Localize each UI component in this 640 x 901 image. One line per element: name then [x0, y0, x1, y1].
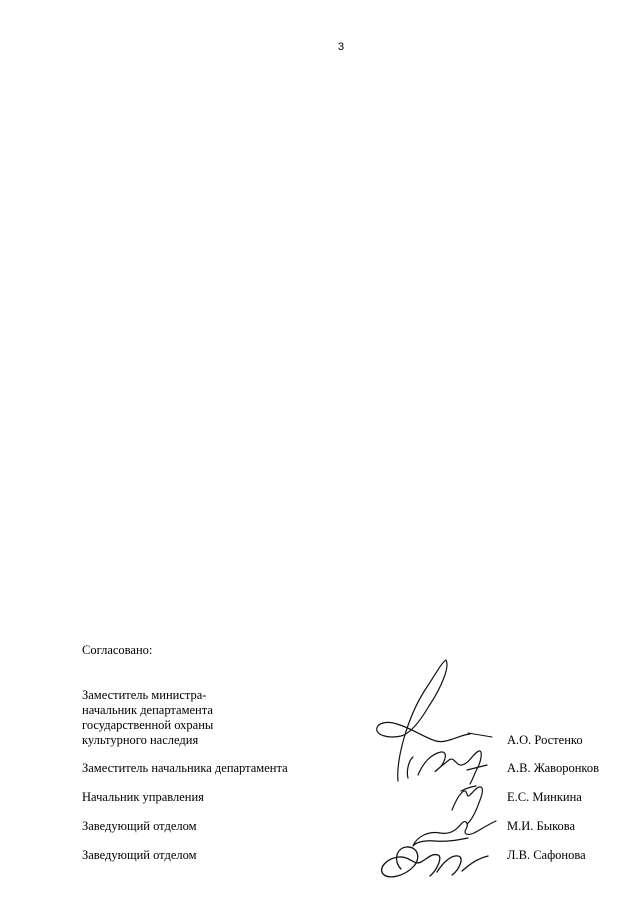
position-title: Заведующий отделом [82, 848, 197, 862]
signatory-row [82, 819, 640, 834]
position-title: Заместитель начальника департамента [82, 761, 288, 775]
signatory-row [82, 848, 640, 863]
approval-heading: Согласовано: [82, 643, 153, 657]
signer-name: Е.С. Минкина [507, 790, 582, 804]
position-title: Заведующий отделом [82, 819, 197, 833]
signer-name: М.И. Быкова [507, 819, 576, 833]
page-number: 3 [338, 41, 345, 53]
signatory-row [82, 688, 640, 748]
signer-name: Л.В. Сафонова [507, 848, 586, 862]
signatory-row [82, 790, 640, 805]
position-title: Заместитель министра- начальник департамента государственной охраны культурного наследия [82, 688, 214, 747]
signer-name: А.В. Жаворонков [507, 761, 600, 775]
position-title: Начальник управления [82, 790, 204, 804]
signatory-row [82, 761, 640, 776]
signer-name: А.О. Ростенко [507, 733, 583, 747]
